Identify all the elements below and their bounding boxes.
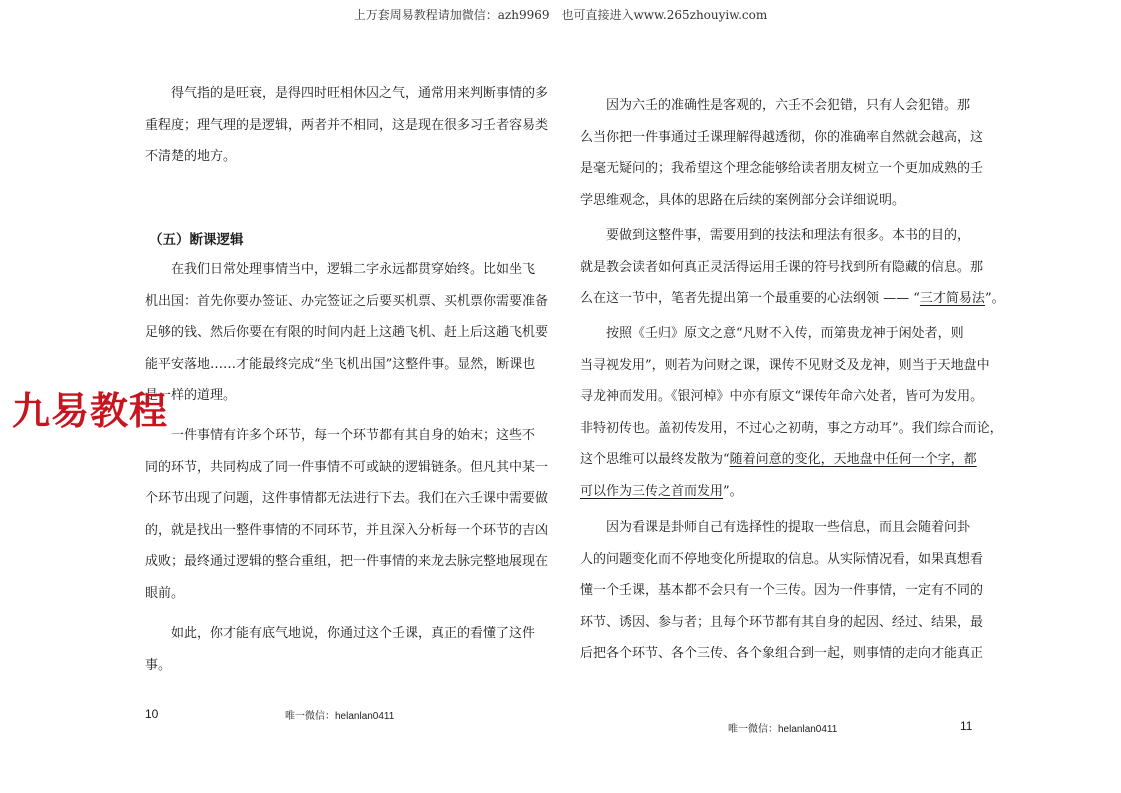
text-fragment: ”。	[984, 291, 1005, 307]
underlined-key-phrase: 可以作为三传之首而发用	[580, 483, 724, 499]
text-line: 非特初传也。盖初传发用，不过心之初萌，事之方动耳”。我们综合而论，	[580, 420, 1003, 436]
text-line: 的，就是找出一整件事情的不同环节，并且深入分析每一个环节的吉凶	[145, 522, 549, 538]
text-fragment: 这个思维可以最终发散为“	[580, 452, 730, 468]
right-paragraph-2	[580, 220, 1005, 315]
text-line: 寻龙神而发用。《银河棹》中亦有原文“课传年命六处者，皆可为发用。	[580, 389, 984, 405]
underlined-key-phrase: 三才简易法	[919, 291, 985, 307]
text-line: 后把各个环节、各个三传、各个象组合到一起，则事情的走向才能真正	[580, 646, 984, 662]
text-line	[580, 444, 975, 476]
text-line: 事。	[145, 657, 172, 673]
text-line: 个环节出现了问题，这件事情都无法进行下去。我们在六壬课中需要做	[145, 491, 549, 507]
left-paragraph-3	[145, 420, 557, 610]
text-line: 因为看课是卦师自己有选择性的提取一些信息，而且会随着问卦	[606, 520, 971, 535]
text-line: 人的问题变化而不停地变化所提取的信息。从实际情况看，如果真想看	[580, 551, 984, 567]
left-paragraph-2	[145, 254, 557, 412]
text-line: 当寻视发用”，则若为问财之课，课传不见财爻及龙神，则当于天地盘中	[580, 357, 990, 373]
left-paragraph-1	[145, 78, 557, 173]
text-fragment: ”。	[723, 483, 743, 499]
text-line: 在我们日常处理事情当中，逻辑二字永远都贯穿始终。比如坐飞	[171, 262, 536, 277]
text-line	[580, 283, 1005, 315]
text-line: 机出国：首先你要办签证、办完签证之后要买机票、买机票你需要准备	[145, 293, 549, 309]
text-line: 要做到这整件事，需要用到的技法和理法有很多。本书的目的，	[606, 228, 971, 243]
text-line: 同的环节，共同构成了同一件事情不可或缺的逻辑链条。但凡其中某一	[145, 459, 549, 475]
text-line: 如此，你才能有底气地说，你通过这个壬课，真正的看懂了这件	[171, 626, 536, 641]
text-line: 学思维观念，具体的思路在后续的案例部分会详细说明。	[580, 192, 906, 208]
page-number-left: 10	[145, 707, 159, 721]
text-line: 能平安落地……才能最终完成“坐飞机出国”这整件事。显然，断课也	[145, 356, 536, 372]
text-line: 足够的钱、然后你要在有限的时间内赶上这趟飞机、赶上后这趟飞机要	[145, 325, 549, 341]
text-line: 不清楚的地方。	[145, 149, 237, 165]
text-line: 是毫无疑问的；我希望这个理念能够给读者朋友树立一个更加成熟的壬	[580, 161, 984, 177]
text-line: 么当你把一件事通过壬课理解得越透彻，你的准确率自然就会越高，这	[580, 129, 984, 145]
text-line: 重程度；理气理的是逻辑，两者并不相同，这是现在很多习壬者容易类	[145, 117, 549, 133]
text-line: 懂一个壬课，基本都不会只有一个三传。因为一件事情，一定有不同的	[580, 583, 984, 599]
text-line: 一件事情有许多个环节，每一个环节都有其自身的始末；这些不	[171, 428, 536, 443]
text-line: 是一样的道理。	[145, 388, 237, 404]
watermark-logo: 九易教程	[12, 389, 169, 433]
text-line: 因为六壬的准确性是客观的，六壬不会犯错，只有人会犯错。那	[606, 98, 971, 113]
footer-wechat-right: 唯一微信：helanlan0411	[728, 724, 838, 735]
text-fragment: 么在这一节中，笔者先提出第一个最重要的心法纲领 ——	[580, 291, 914, 307]
right-paragraph-1	[580, 90, 984, 216]
text-line: 眼前。	[145, 585, 185, 601]
right-paragraph-4	[580, 512, 984, 670]
top-banner: 上万套周易教程请加微信：azh9969 也可直接进入www.265zhouyiw.com	[353, 8, 768, 22]
text-line: 按照《壬归》原文之意“凡财不入传，而第贵龙神于闲处者，则	[606, 326, 964, 341]
footer-wechat-left: 唯一微信：helanlan0411	[285, 711, 395, 722]
left-paragraph-4	[145, 618, 557, 681]
text-line: 就是教会读者如何真正灵活得运用壬课的符号找到所有隐藏的信息。那	[580, 259, 984, 275]
section-heading: （五）断课逻辑	[149, 232, 244, 248]
underlined-key-phrase: 随着问意的变化，天地盘中任何一个字，都	[729, 452, 977, 468]
right-paragraph-3	[580, 318, 1003, 508]
open-quote: “	[913, 291, 920, 307]
text-line: 成败；最终通过逻辑的整合重组，把一件事情的来龙去脉完整地展现在	[145, 554, 549, 570]
text-line: 环节、诱因、参与者；且每个环节都有其自身的起因、经过、结果，最	[580, 614, 984, 630]
text-line: 得气指的是旺衰，是得四时旺相休囚之气，通常用来判断事情的多	[171, 86, 549, 101]
text-line	[580, 476, 975, 508]
page-number-right: 11	[960, 719, 973, 733]
